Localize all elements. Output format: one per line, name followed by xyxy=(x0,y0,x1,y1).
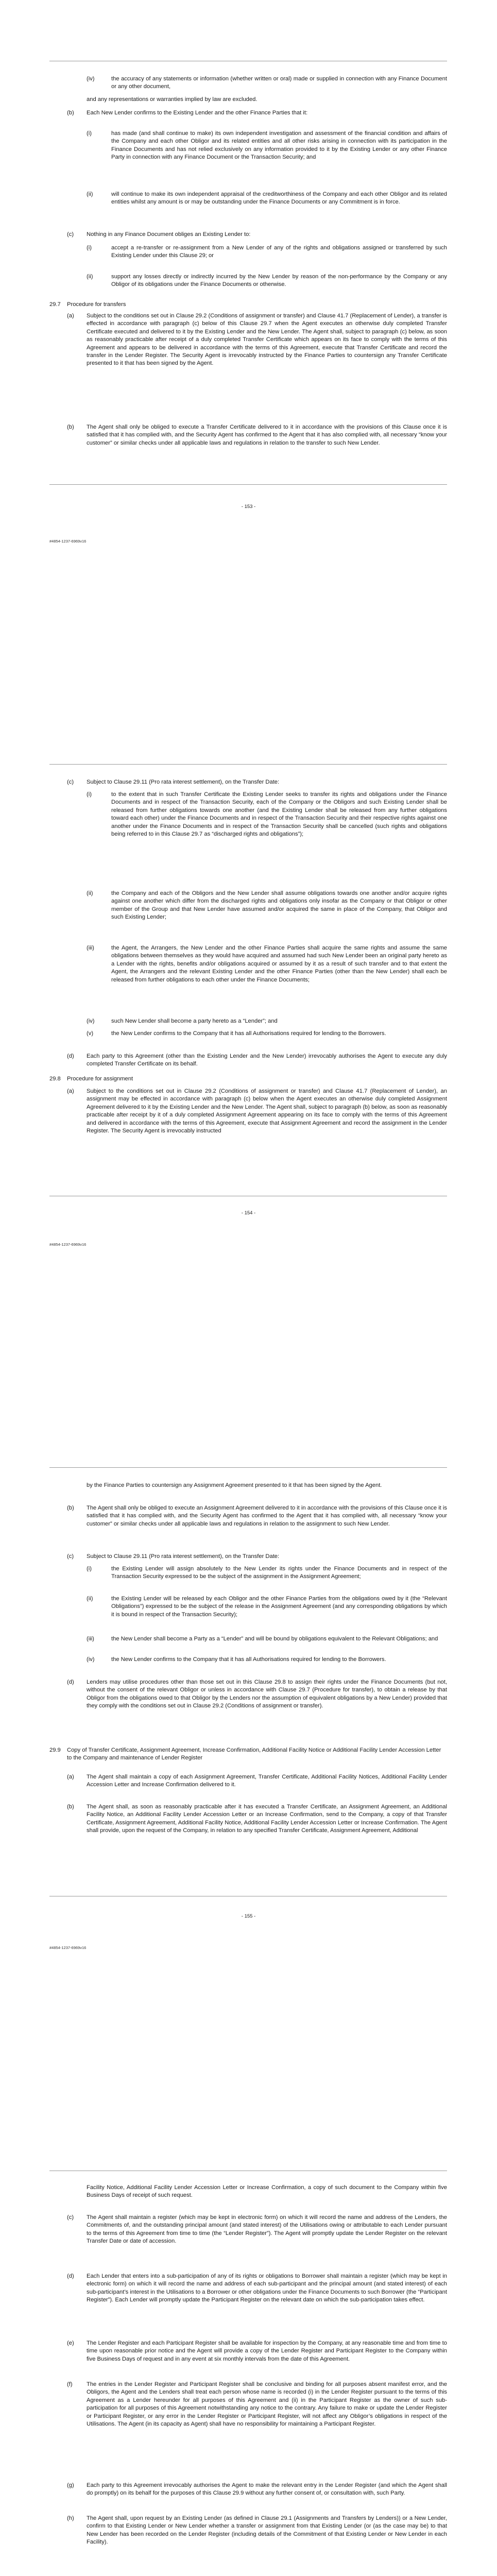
section-number: 29.8 xyxy=(49,1076,61,1082)
clause-text: the New Lender confirms to the Company that it has all Authorisations required for lending to the Borrowers. xyxy=(111,1030,386,1037)
page-top-rule xyxy=(49,1467,447,1468)
clause-text: such New Lender shall become a party hereto as a “Lender”; and xyxy=(111,1018,278,1024)
page-number: - 154 - xyxy=(241,1210,256,1216)
clause-text: Each Lender that enters into a sub-participation of any of its rights or obligations to Borrower shall maintain a register (which may be kept in electronic form) on which it will record the name and address of each sub-participant and the principal amount (and stated interest) of each sub-participant’s interest in the Utilisations to a Borrower or other obligations under the Finance Documents to such Borrower (the “Participant Register”). Each Lender will promptly update the Participant Register on the relevant date on which the sub-participation takes effect. xyxy=(87,2273,447,2303)
clause-label: (a) xyxy=(67,313,74,319)
document-reference: #4854-1237-6969v16 xyxy=(49,539,87,544)
page-number: - 153 - xyxy=(241,504,256,510)
clause-text: The Agent shall only be obliged to execute an Assignment Agreement delivered to it in accordance with the provisions of this Clause once it is satisfied that it has complied with, and the Security Agent has confirmed to the Agent that it has complied with, all necessary “know your customer” or similar checks under all applicable laws and regulations in relation to the assignment to such New Lender. xyxy=(87,1505,447,1527)
clause-text: by the Finance Parties to countersign any Assignment Agreement presented to it that has been signed by the Agent. xyxy=(87,1482,382,1488)
clause-text: The Agent shall maintain a register (which may be kept in electronic form) on which it will record the name and address of the Lenders, the Commitments of, and the outstanding principal amount (and stated interest) of the Utilisations owing or attributable to each Lender pursuant to the terms of this Agreement from time to time (the “Lender Register”). The Agent will promptly update the Lender Register on the relevant Transfer Date or date of accession. xyxy=(87,2214,447,2245)
clause-label: (i) xyxy=(87,245,92,251)
clause-text: Each party to this Agreement (other than the Existing Lender and the New Lender) irrevocably authorises the Agent to execute any duly completed Transfer Certificate on its behalf. xyxy=(87,1053,447,1067)
clause-label: (iv) xyxy=(87,1656,95,1663)
clause-text: Subject to the conditions set out in Clause 29.2 (Conditions of assignment or transfer) and Clause 41.7 (Replacement of Lender), a transfer is effected in accordance with paragraph (c) below of this Clause 29.7 when the Agent executes an otherwise duly completed Transfer Certificate executed and delivered to it by the Existing Lender and the New Lender. The Agent shall, subject to paragraph (c) below, as soon as reasonably practicable after receipt of a duly completed Transfer Certificate which appears on its face to comply with the terms of this Agreement and appears to be delivered in accordance with the terms of this Agreement, execute that Transfer Certificate and record the transfer in the Lender Register. The Security Agent is irrevocably instructed by the Finance Parties to countersign any Transfer Certificate presented to it that has been signed by the Agent. xyxy=(87,313,447,367)
section-heading: Procedure for transfers xyxy=(67,301,126,308)
clause-label: (ii) xyxy=(87,1596,93,1602)
clause-text: The Agent shall, as soon as reasonably practicable after it has executed a Transfer Certificate, an Assignment Agreement, an Additional Facility Notice, an Additional Facility Lender Accession Letter or an Increase Confirmation, send to the Company, a copy of that Transfer Certificate, Assignment Agreement, Additional Facility Notice, Additional Facility Lender Accession Letter or Increase Confirmation. The Agent shall provide, upon the request of the Company, in relation to any specified Transfer Certificate, Assignment Agreement, Additional xyxy=(87,1804,447,1834)
clause-label: (h) xyxy=(67,2515,74,2521)
page-footer-rule xyxy=(49,484,447,485)
clause-text: Subject to Clause 29.11 (Pro rata interest settlement), on the Transfer Date: xyxy=(87,779,280,785)
section-heading: Copy of Transfer Certificate, Assignment Agreement, Increase Confirmation, Additional Facility Notice or Additional Facility Lender Accession Letter to the Company and maintenance of Lender Register xyxy=(67,1747,441,1761)
document-page-154 xyxy=(0,703,497,1406)
clause-text: and any representations or warranties implied by law are excluded. xyxy=(87,96,258,103)
document-page-153 xyxy=(0,0,497,703)
clause-label: (iv) xyxy=(87,1018,95,1024)
clause-label: (iv) xyxy=(87,76,95,82)
clause-text: The Agent shall only be obliged to execute a Transfer Certificate delivered to it in accordance with the provisions of this Clause once it is satisfied that it has complied with, and the Security Agent has confirmed to the Agent that it has also complied with, all necessary “know your customer” or similar checks under all applicable laws and regulations in relation to the transfer to such New Lender. xyxy=(87,424,447,446)
clause-text: support any losses directly or indirectly incurred by the New Lender by reason of the non-performance by the Company or any Obligor of its obligations under the Finance Documents or otherwise. xyxy=(111,274,447,288)
clause-label: (iii) xyxy=(87,945,94,951)
section-heading: Procedure for assignment xyxy=(67,1076,133,1082)
clause-label: (iii) xyxy=(87,1636,94,1642)
clause-text: will continue to make its own independent appraisal of the creditworthiness of the Company and each other Obligor and its related entities whilst any amount is or may be outstanding under the Finance Documents or any Commitment is in force. xyxy=(111,191,447,206)
clause-label: (a) xyxy=(67,1088,74,1094)
section-number: 29.7 xyxy=(49,301,61,308)
clause-label: (b) xyxy=(67,110,74,116)
clause-text: the accuracy of any statements or information (whether written or oral) made or supplied in connection with any Finance Document or any other document, xyxy=(111,76,447,90)
clause-text: accept a re-transfer or re-assignment from a New Lender of any of the rights and obligations assigned or transferred by such Existing Lender under this Clause 29; or xyxy=(111,245,447,259)
clause-text: the New Lender confirms to the Company that it has all Authorisations required for lending to the Borrowers. xyxy=(111,1656,386,1663)
clause-text: Subject to the conditions set out in Clause 29.2 (Conditions of assignment or transfer) and Clause 41.7 (Replacement of Lender), an assignment may be effected in accordance with paragraph (c) below when the Agent executes an otherwise duly completed Assignment Agreement delivered to it by the Existing Lender and the New Lender. The Agent shall, subject to paragraph (b) below, as soon as reasonably practicable after receipt by it of a duly completed Assignment Agreement appearing on its face to comply with the terms of this Agreement and delivered in accordance with the terms of this Agreement, execute that Assignment Agreement and record the assignment in the Lender Register. The Security Agent is irrevocably instructed xyxy=(87,1088,447,1134)
document-reference: #4854-1237-6969v16 xyxy=(49,1242,87,1247)
clause-text: Each New Lender confirms to the Existing Lender and the other Finance Parties that it: xyxy=(87,110,308,116)
clause-label: (c) xyxy=(67,1553,74,1560)
clause-label: (ii) xyxy=(87,191,93,197)
clause-text: The Agent shall maintain a copy of each Assignment Agreement, Transfer Certificate, Additional Facility Notices, Additional Facility Lender Accession Letter and Increase Confirmation delivered to it. xyxy=(87,1774,447,1788)
clause-label: (e) xyxy=(67,2340,74,2346)
clause-label: (ii) xyxy=(87,890,93,896)
clause-text: the Existing Lender will be released by each Obligor and the other Finance Parties from the obligations owed by it (the “Relevant Obligations”) expressed to be the subject of the release in the Assignment Agreement (and any corresponding obligations by which it is bound in respect of the Transaction Security); xyxy=(111,1596,447,1618)
clause-text: Lenders may utilise procedures other than those set out in this Clause 29.8 to assign their rights under the Finance Documents (but not, without the consent of the relevant Obligor or unless in accordance with Clause 29.7 (Procedure for transfer), to obtain a release by that Obligor from the obligations owed to that Obligor by the Lenders nor the assumption of equivalent obligations by a New Lender) provided that they comply with the conditions set out in Clause 29.2 (Conditions of assignment or transfer). xyxy=(87,1679,447,1709)
clause-text: Facility Notice, Additional Facility Lender Accession Letter or Increase Confirmation, a copy of such document to the Company within five Business Days of receipt of such request. xyxy=(87,2184,447,2199)
clause-text: the Company and each of the Obligors and the New Lender shall assume obligations towards one another and/or acquire rights against one another which differ from the discharged rights and obligations only insofar as the Company or that Obligor or other member of the Group and that New Lender have assumed and/or acquired the same in place of the Company, that Obligor and such Existing Lender; xyxy=(111,890,447,921)
clause-label: (v) xyxy=(87,1030,94,1037)
clause-text: The entries in the Lender Register and Participant Register shall be conclusive and binding for all purposes absent manifest error, and the Obligors, the Agent and the Lenders shall treat each person whose name is recorded (i) in the Lender Register pursuant to the terms of this Agreement as a Lender hereunder for all purposes of this Agreement and (ii) in the Participant Register as the owner of such sub-participation for all purposes of this Agreement notwithstanding any notice to the contrary. Any failure to make or update the Lender Register or Participant Register, or any error in the Lender Register or Participant Register, will not affect any Obligor’s obligations in respect of the Utilisations. The Agent (in its capacity as Agent) shall have no responsibility for maintaining a Participant Register. xyxy=(87,2381,447,2428)
page-top-rule xyxy=(49,764,447,765)
clause-text: Each party to this Agreement irrevocably authorises the Agent to make the relevant entry in the Lender Register (and which the Agent shall do promptly) on its behalf for the purposes of this Clause 29.9 without any further consent of, or consultation with, such Party. xyxy=(87,2482,447,2497)
document-reference: #4854-1237-6969v16 xyxy=(49,1945,87,1950)
clause-label: (i) xyxy=(87,791,92,798)
clause-label: (f) xyxy=(67,2381,73,2387)
clause-text: to the extent that in such Transfer Certificate the Existing Lender seeks to transfer its rights and obligations under the Finance Documents and in respect of the Transaction Security, each of the Company or the Obligors and such Existing Lender shall be released from further obligations towards one another (and the Existing Lender shall be released from any further obligations toward each other) under the Finance Documents and in respect of the Transaction Security and their respective rights against one another under the Finance Documents and in respect of the Transaction Security shall be cancelled (such rights and obligations being referred to in this Clause 29.7 as “discharged rights and obligations”); xyxy=(111,791,447,838)
clause-label: (g) xyxy=(67,2482,74,2488)
clause-text: the New Lender shall become a Party as a “Lender” and will be bound by obligations equivalent to the Relevant Obligations; and xyxy=(111,1636,438,1642)
clause-text: The Agent shall, upon request by an Existing Lender (as defined in Clause 29.1 (Assignments and Transfers by Lenders)) or a New Lender, confirm to that Existing Lender or New Lender whether a transfer or assignment from that Existing Lender (or (as the case may be) to that New Lender has been recorded on the Lender Register (including details of the Commitment of that Existing Lender or New Lender in each Facility). xyxy=(87,2515,447,2546)
clause-label: (a) xyxy=(67,1774,74,1780)
clause-label: (d) xyxy=(67,2273,74,2279)
clause-label: (b) xyxy=(67,424,74,430)
clause-label: (c) xyxy=(67,779,74,785)
clause-label: (d) xyxy=(67,1679,74,1685)
clause-label: (b) xyxy=(67,1505,74,1511)
clause-text: has made (and shall continue to make) its own independent investigation and assessment of the financial condition and affairs of the Company and each other Obligor and its related entities and all other risks arising in connection with its participation in the Finance Documents and has not relied exclusively on any information provided to it by the Existing Lender or any other Finance Party in connection with any Finance Document or the Transaction Security; and xyxy=(111,130,447,161)
clause-label: (c) xyxy=(67,231,74,238)
clause-text: Nothing in any Finance Document obliges an Existing Lender to: xyxy=(87,231,251,238)
clause-text: Subject to Clause 29.11 (Pro rata interest settlement), on the Transfer Date: xyxy=(87,1553,280,1560)
clause-text: The Lender Register and each Participant Register shall be available for inspection by the Company, at any reasonable time and from time to time upon reasonable prior notice and the Agent will provide a copy of the Lender Register and Participant Register to the Company within five Business Days of request and in any event at six monthly intervals from the date of this Agreement. xyxy=(87,2340,447,2362)
document-page-156 xyxy=(0,2110,497,2576)
clause-label: (b) xyxy=(67,1804,74,1810)
clause-label: (i) xyxy=(87,1566,92,1572)
document-page-155 xyxy=(0,1406,497,2110)
page-number: - 155 - xyxy=(241,1913,256,1919)
clause-label: (i) xyxy=(87,130,92,137)
clause-label: (d) xyxy=(67,1053,74,1059)
clause-text: the Agent, the Arrangers, the New Lender and the other Finance Parties shall acquire the same rights and assume the same obligations between themselves as they would have acquired and assumed had such New Lender been an original party hereto as a Lender with the rights, benefits and/or obligations acquired or assumed by it as a result of such transfer and to that extent the Agent, the Arrangers and the relevant Existing Lender and the other Finance Parties (other than the New Lender) shall each be released from further obligations to each other under the Finance Documents; xyxy=(111,945,447,983)
clause-label: (ii) xyxy=(87,274,93,280)
clause-text: the Existing Lender will assign absolutely to the New Lender its rights under the Finance Documents and in respect of the Transaction Security expressed to be the subject of the assignment in the Assignment Agreement; xyxy=(111,1566,447,1580)
section-number: 29.9 xyxy=(49,1747,61,1753)
clause-label: (c) xyxy=(67,2214,74,2221)
